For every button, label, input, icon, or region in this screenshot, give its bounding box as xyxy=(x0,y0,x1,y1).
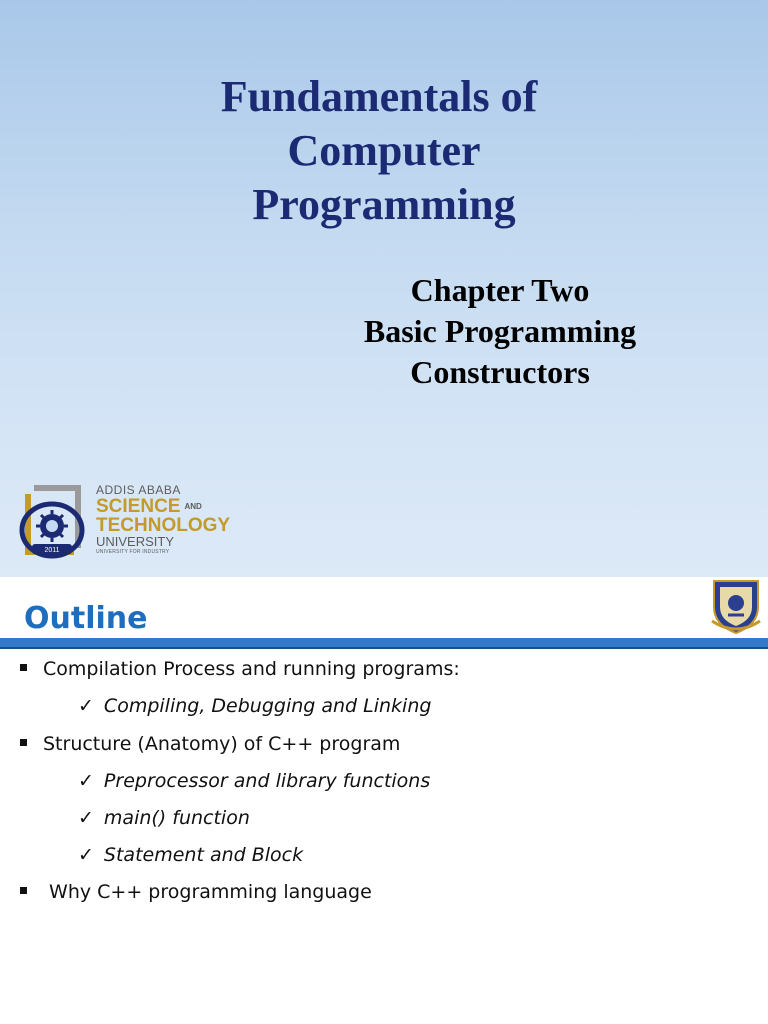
university-name xyxy=(96,484,230,555)
title-line: Fundamentals of xyxy=(220,72,538,121)
outline-item-text: Why C++ programming language xyxy=(43,881,372,903)
checkmark-icon: ✓ xyxy=(78,695,94,717)
outline-check-item xyxy=(78,693,431,719)
subtitle-line: Constructors xyxy=(410,354,590,390)
checkmark-icon: ✓ xyxy=(78,770,94,792)
subtitle-line: Chapter Two xyxy=(410,272,590,308)
outline-slide xyxy=(0,577,768,1024)
slide-title xyxy=(0,70,768,232)
university-emblem-icon xyxy=(708,577,764,635)
outline-item-text: Statement and Block xyxy=(103,844,304,866)
logo-and-word: AND xyxy=(184,502,202,511)
outline-item-text: main() function xyxy=(103,807,250,829)
outline-item-text: Compiling, Debugging and Linking xyxy=(103,695,432,717)
subtitle-line: Basic Programming xyxy=(363,313,637,349)
outline-item-text: Structure (Anatomy) of C++ program xyxy=(43,733,401,755)
logo-line-technology: TECHNOLOGY xyxy=(96,515,231,536)
seal-year: 2011 xyxy=(44,547,60,554)
header-band xyxy=(0,638,768,647)
logo-line-addis: ADDIS ABABA xyxy=(96,483,181,497)
title-line: Computer xyxy=(287,126,481,175)
title-line: Programming xyxy=(252,180,516,229)
square-bullet-icon xyxy=(20,739,27,746)
outline-item-text: Compilation Process and running programs: xyxy=(43,658,460,680)
outline-check-item xyxy=(78,768,430,794)
checkmark-icon: ✓ xyxy=(78,807,94,829)
outline-check-item xyxy=(78,842,303,868)
logo-motto: UNIVERSITY FOR INDUSTRY xyxy=(96,549,170,555)
university-logo xyxy=(14,482,274,566)
outline-check-item xyxy=(78,805,250,831)
outline-bullet-item xyxy=(20,731,400,757)
outline-bullet-item xyxy=(20,656,460,682)
header-band-edge xyxy=(0,647,768,649)
outline-bullet-item xyxy=(20,879,372,905)
checkmark-icon: ✓ xyxy=(78,844,94,866)
logo-line-science xyxy=(96,498,230,516)
outline-item-text: Preprocessor and library functions xyxy=(103,770,431,792)
logo-line-university: UNIVERSITY xyxy=(96,534,175,549)
logo-science-word: SCIENCE xyxy=(96,496,181,518)
square-bullet-icon xyxy=(20,887,27,894)
square-bullet-icon xyxy=(20,664,27,671)
outline-heading: Outline xyxy=(24,601,148,636)
chapter-subtitle xyxy=(300,270,700,393)
university-seal-icon xyxy=(14,482,94,566)
